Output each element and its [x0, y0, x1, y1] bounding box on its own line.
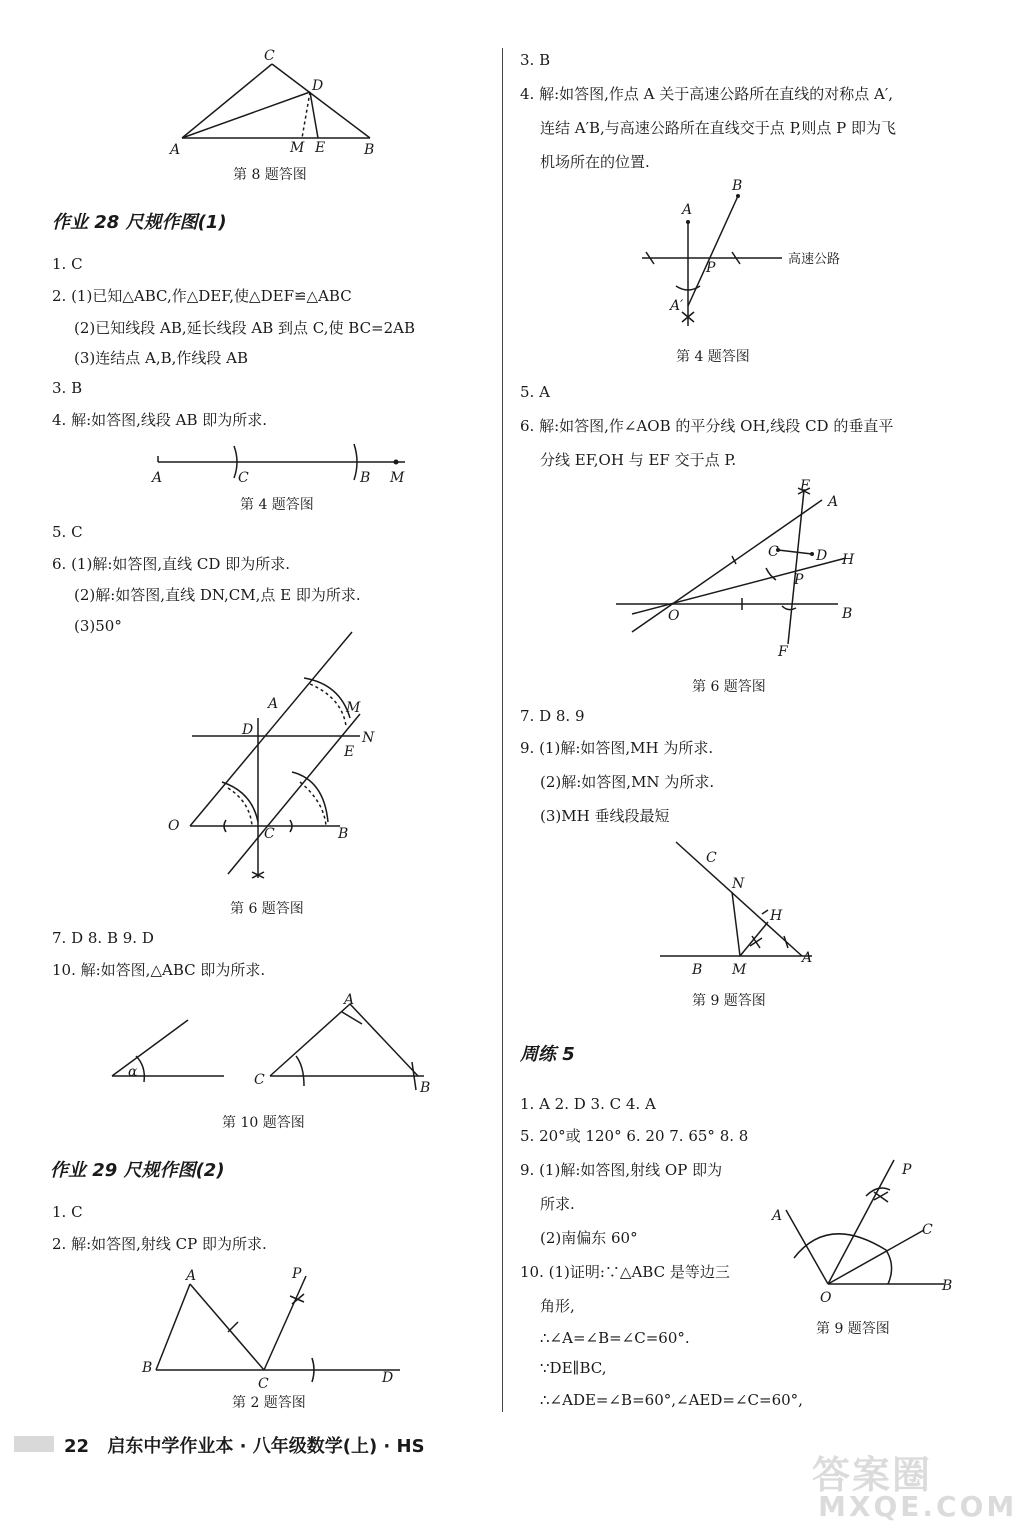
fig4-label-M: M [390, 470, 405, 486]
fig2-caption: 第 2 题答图 [232, 1395, 306, 1411]
fig6-label-B: B [338, 826, 349, 842]
figure-4-right-diagram [636, 176, 866, 336]
fig10-label-A: A [344, 992, 355, 1008]
week-line-9: ∵DE∥BC, [540, 1359, 607, 1377]
page-footer [64, 1432, 425, 1458]
fig8-label-E: E [315, 140, 326, 156]
week-line-3: 9. (1)解:如答图,射线 OP 即为 [520, 1161, 723, 1179]
fig2-label-A: A [186, 1268, 197, 1284]
fig4-label-A: A [152, 470, 163, 486]
fig6-label-N: N [362, 730, 375, 746]
right-line-10: (2)解:如答图,MN 为所求. [540, 773, 715, 791]
fig8-label-A: A [170, 142, 181, 158]
figure-9-weekly-diagram [766, 1154, 966, 1314]
figure-2-diagram [140, 1264, 410, 1394]
right-line-9: 9. (1)解:如答图,MH 为所求. [520, 739, 714, 757]
book-title: 启东中学作业本 · 八年级数学(上) · HS [107, 1436, 425, 1457]
right-line-4: 机场所在的位置. [540, 153, 650, 171]
fig9r-label-A: A [802, 950, 813, 966]
fig4r-label-A: A [682, 202, 693, 218]
fig6-right-caption: 第 6 题答图 [692, 679, 766, 695]
hw28-title: 作业 28 尺规作图(1) [52, 212, 227, 233]
fig4r-label-P: P [706, 260, 716, 276]
figure-10-diagram [106, 992, 436, 1102]
right-line-2: 4. 解:如答图,作点 A 关于高速公路所在直线的对称点 A′, [520, 85, 894, 103]
hw28-line-11: 7. D 8. B 9. D [52, 929, 154, 947]
hw28-line-10: (3)50° [74, 617, 122, 635]
fig6-label-C: C [264, 826, 275, 842]
fig9r-label-B: B [692, 962, 703, 978]
figure-6-right-diagram [612, 476, 862, 666]
hw28-line-1: 1. C [52, 255, 83, 273]
fig9-right-caption: 第 9 题答图 [692, 993, 766, 1009]
hw29-title: 作业 29 尺规作图(2) [50, 1160, 225, 1181]
watermark-text-1: 答案圈 [812, 1453, 933, 1497]
fig10-label-C: C [254, 1072, 265, 1088]
fig6-label-O: O [168, 818, 180, 834]
hw28-line-2: 2. (1)已知△ABC,作△DEF,使△DEF≌△ABC [52, 287, 352, 305]
fig4r-road-label: 高速公路 [788, 252, 841, 267]
fig2-label-C: C [258, 1376, 269, 1392]
hw28-line-7: 5. C [52, 523, 83, 541]
fig6r-label-H: H [842, 552, 855, 568]
fig6-label-M: M [346, 700, 361, 716]
week-line-5: (2)南偏东 60° [540, 1229, 638, 1247]
right-line-11: (3)MH 垂线段最短 [540, 807, 670, 825]
hw28-line-4: (3)连结点 A,B,作线段 AB [74, 349, 249, 367]
watermark-text-2: MXQE.COM [818, 1490, 1017, 1523]
fig8-label-C: C [264, 48, 275, 64]
fig6-left-caption: 第 6 题答图 [230, 901, 304, 917]
fig4-label-C: C [238, 470, 249, 486]
right-line-7: 分线 EF,OH 与 EF 交于点 P. [540, 451, 737, 469]
right-line-8: 7. D 8. 9 [520, 707, 585, 725]
fig10-caption: 第 10 题答图 [222, 1115, 305, 1131]
fig9r-label-C: C [706, 850, 717, 866]
fig2-label-D: D [382, 1370, 394, 1386]
fig6-label-E: E [344, 744, 355, 760]
week-title: 周练 5 [520, 1044, 575, 1065]
fig9w-label-C: C [922, 1222, 933, 1238]
fig4-label-B: B [360, 470, 371, 486]
hw28-line-3: (2)已知线段 AB,延长线段 AB 到点 C,使 BC=2AB [74, 319, 416, 337]
fig6r-label-F: F [778, 644, 788, 660]
figure-9-right-diagram [656, 838, 826, 978]
fig6r-label-A: A [828, 494, 839, 510]
week-line-2: 5. 20°或 120° 6. 20 7. 65° 8. 8 [520, 1127, 749, 1145]
fig8-label-B: B [364, 142, 375, 158]
hw28-line-5: 3. B [52, 379, 83, 397]
fig9w-label-P: P [902, 1162, 912, 1178]
hw28-line-6: 4. 解:如答图,线段 AB 即为所求. [52, 411, 268, 429]
fig10-label-B: B [420, 1080, 431, 1096]
column-divider [502, 48, 503, 1412]
hw28-line-9: (2)解:如答图,直线 DN,CM,点 E 即为所求. [74, 586, 361, 604]
week-line-6: 10. (1)证明:∵△ABC 是等边三 [520, 1263, 730, 1281]
fig9-weekly-caption: 第 9 题答图 [816, 1321, 890, 1337]
fig9w-label-B: B [942, 1278, 953, 1294]
fig9w-label-A: A [772, 1208, 783, 1224]
fig8-label-D: D [312, 78, 324, 94]
fig6r-label-C: C [768, 544, 779, 560]
fig6r-label-D: D [816, 548, 828, 564]
fig9r-label-N: N [732, 876, 745, 892]
fig6r-label-P: P [794, 572, 804, 588]
week-line-8: ∴∠A=∠B=∠C=60°. [540, 1329, 690, 1347]
fig4r-label-B: B [732, 178, 743, 194]
page-number: 22 [64, 1436, 90, 1457]
week-line-1: 1. A 2. D 3. C 4. A [520, 1095, 656, 1113]
hw29-line-1: 1. C [52, 1203, 83, 1221]
hw28-line-8: 6. (1)解:如答图,直线 CD 即为所求. [52, 555, 290, 573]
week-line-4: 所求. [540, 1195, 575, 1213]
hw28-line-12: 10. 解:如答图,△ABC 即为所求. [52, 961, 266, 979]
fig9r-label-H: H [770, 908, 783, 924]
fig4-right-caption: 第 4 题答图 [676, 349, 750, 365]
fig6r-label-B: B [842, 606, 853, 622]
fig4r-label-A1: A′ [670, 298, 684, 314]
fig8-label-M: M [290, 140, 305, 156]
right-line-1: 3. B [520, 51, 551, 69]
fig9w-label-O: O [820, 1290, 832, 1306]
fig6r-label-E: E [800, 478, 811, 494]
fig2-label-P: P [292, 1266, 302, 1282]
fig9r-label-M: M [732, 962, 747, 978]
fig2-label-B: B [142, 1360, 153, 1376]
fig6r-label-O: O [668, 608, 680, 624]
fig4-left-caption: 第 4 题答图 [240, 497, 314, 513]
right-line-3: 连结 A′B,与高速公路所在直线交于点 P,则点 P 即为飞 [540, 119, 897, 137]
right-line-5: 5. A [520, 383, 550, 401]
figure-6-left-diagram [160, 622, 390, 884]
figure-4-left-diagram [150, 440, 420, 490]
week-line-10: ∴∠ADE=∠B=60°,∠AED=∠C=60°, [540, 1391, 803, 1409]
week-line-7: 角形, [540, 1297, 575, 1315]
figure-8-diagram [160, 46, 390, 161]
watermark-logo [812, 1444, 1017, 1528]
fig8-caption: 第 8 题答图 [233, 167, 307, 183]
footer-marker [14, 1436, 54, 1452]
fig6-label-A: A [268, 696, 279, 712]
right-line-6: 6. 解:如答图,作∠AOB 的平分线 OH,线段 CD 的垂直平 [520, 417, 894, 435]
hw29-line-2: 2. 解:如答图,射线 CP 即为所求. [52, 1235, 267, 1253]
fig10-label-alpha: α [128, 1064, 138, 1080]
fig6-label-D: D [242, 722, 254, 738]
